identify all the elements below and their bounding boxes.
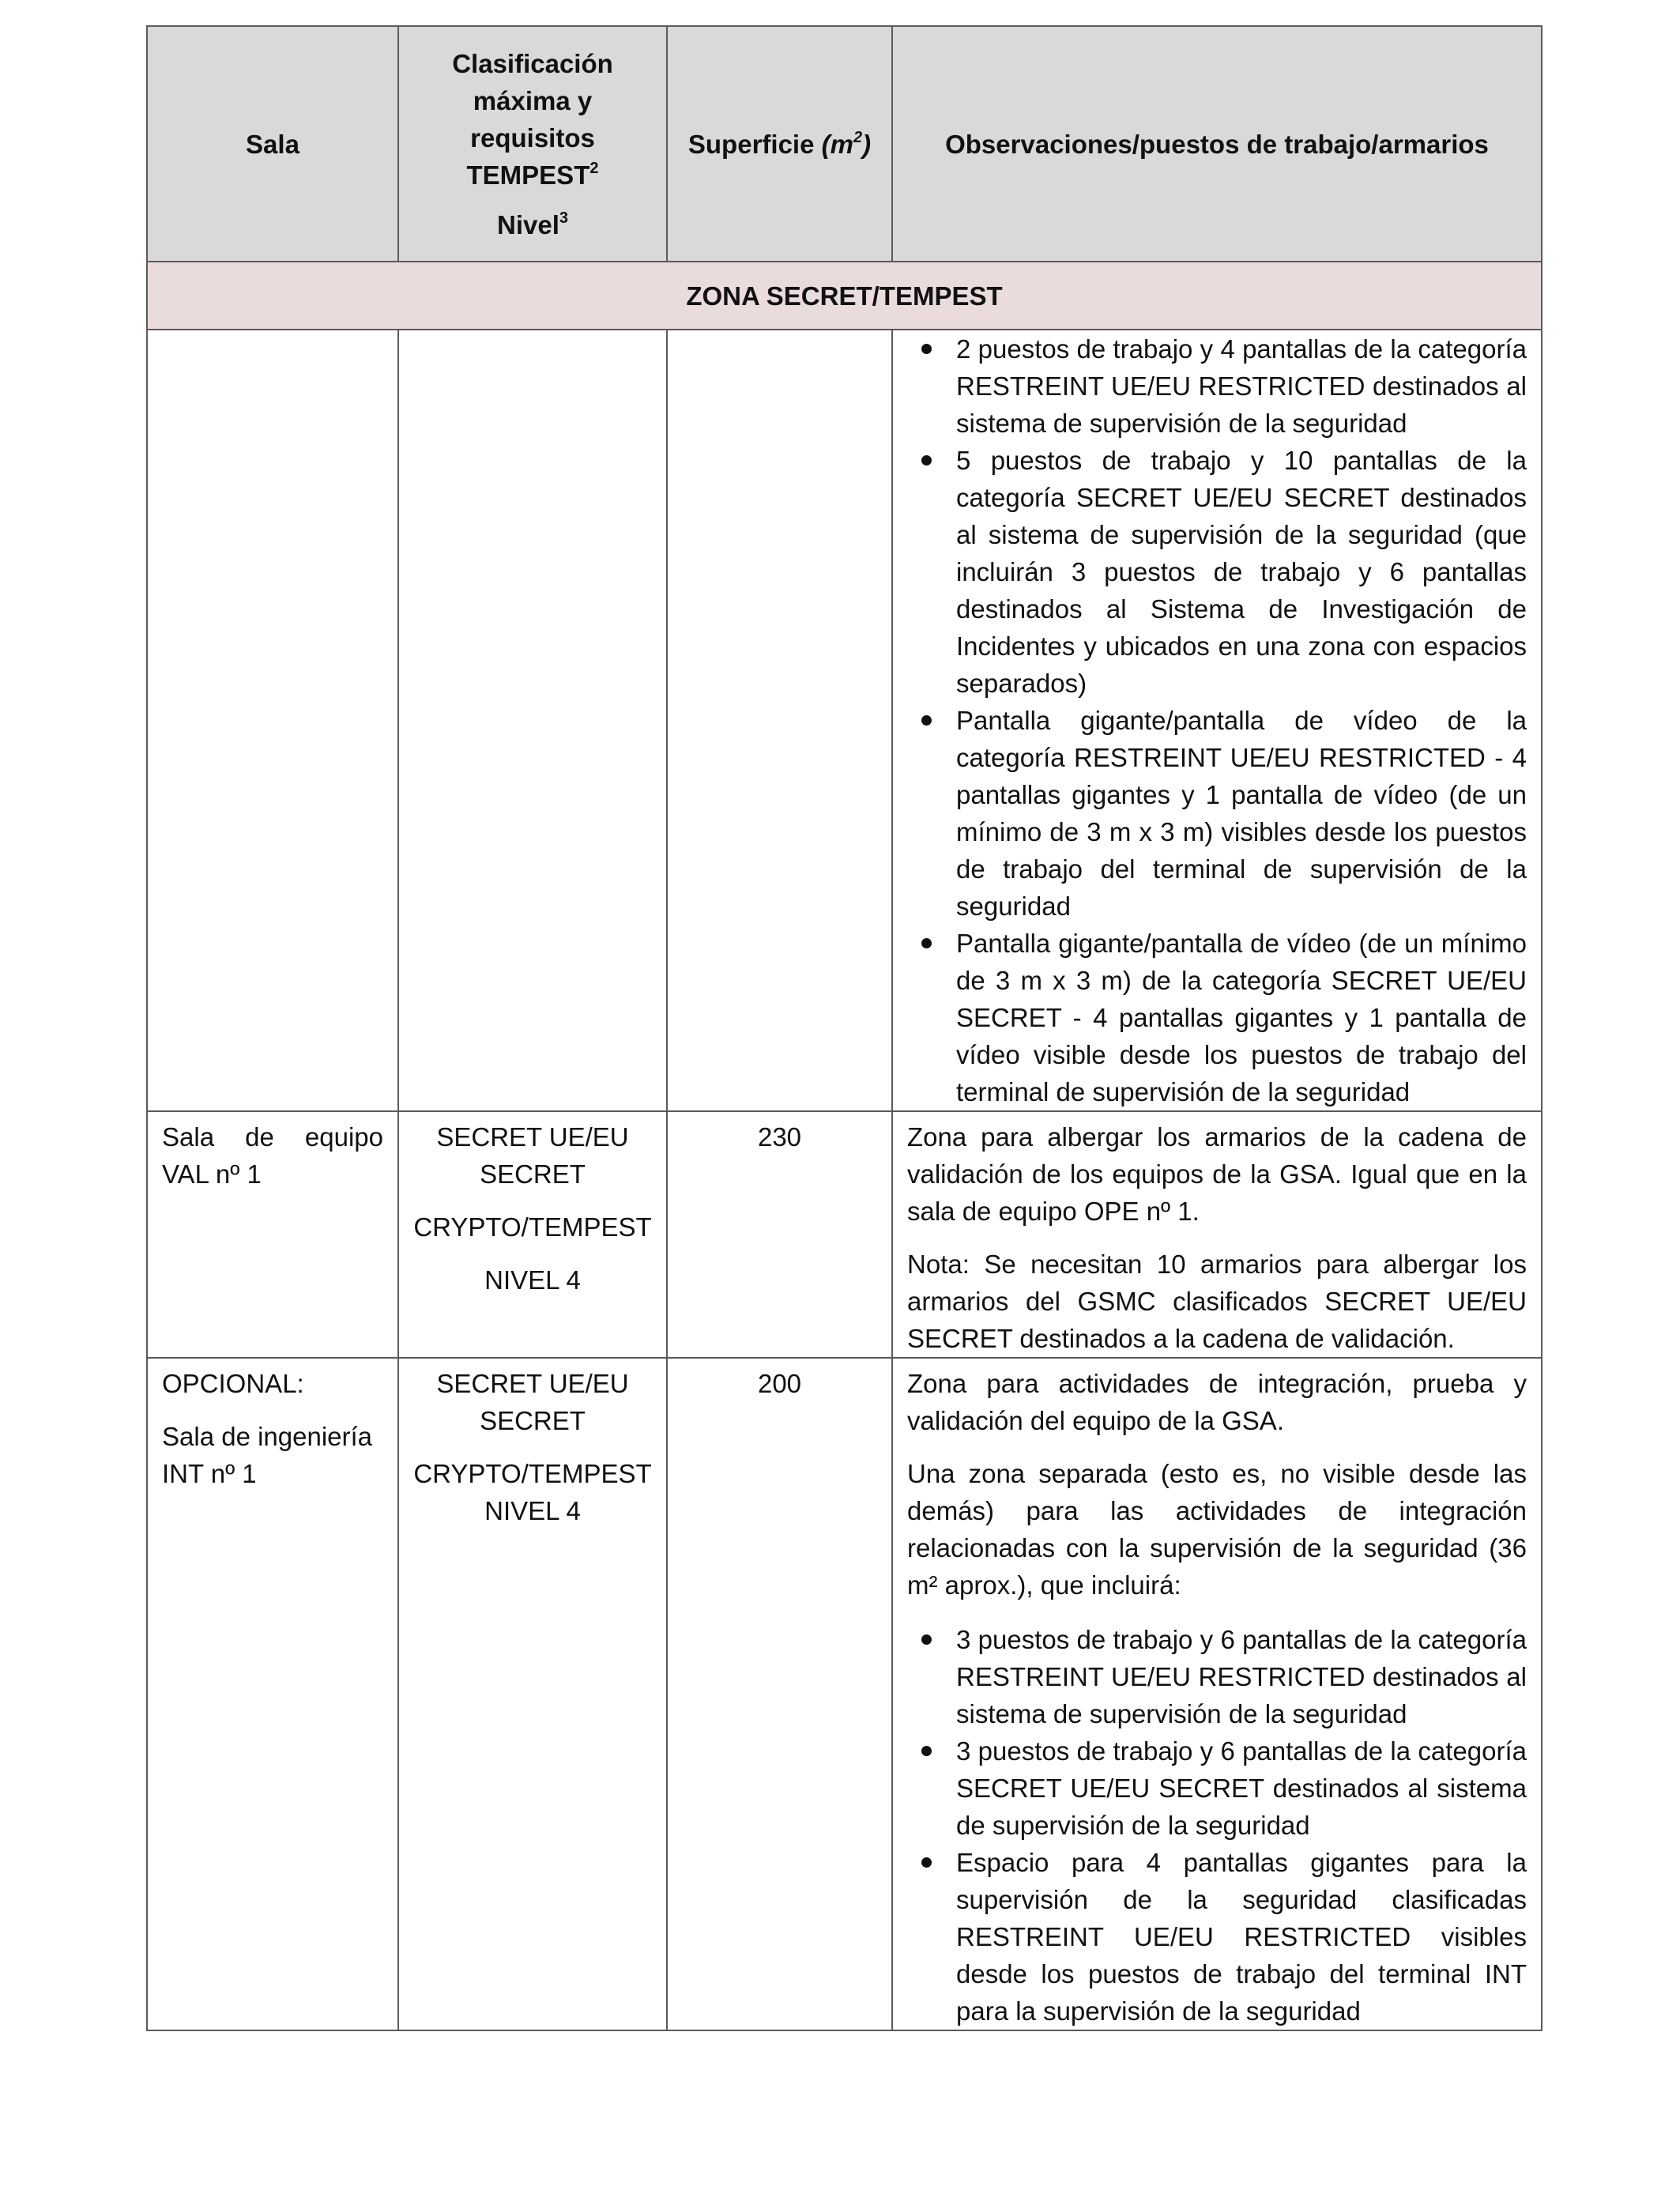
table-row-int [147,1358,1542,2030]
cell-observaciones: Zona para actividades de integración, prueba y validación del equipo de la GSA. Una zona separada (esto es, no visible desde las demás) para las actividades de integración relacionadas con la supervisión de la seguridad (36 m² aprox.), que incluirá: 3 puestos de trabajo y 6 pantallas de la categoría RESTREINT UE/EU RESTRICTED destinados al sistema de supervisión de la seguridad 3 puestos de trabajo y 6 pantallas de la categoría SECRET UE/EU SECRET destinados al sistema de supervisión de la seguridad Espacio para 4 pantallas gigantes para la supervisión de la seguridad clasificadas RESTREINT UE/EU RESTRICTED visibles desde los puestos de trabajo del terminal INT para la supervisión de la seguridad [892,1358,1542,2030]
footnote-ref-2: 2 [590,159,599,177]
table-header-row [147,26,1542,262]
zone-row [147,262,1542,330]
list-item: Pantalla gigante/pantalla de vídeo de la categoría RESTREINT UE/EU RESTRICTED - 4 pantallas gigantes y 1 pantalla de vídeo (de un mínimo de 3 m x 3 m) visibles desde los puestos de trabajo del terminal de supervisión de la seguridad [907,702,1527,925]
header-superficie-unit: $(m^2)$ [821,128,872,159]
bullet-list [907,1621,1527,2030]
header-sala: Sala [147,26,398,262]
list-item: Espacio para 4 pantallas gigantes para la supervisión de la seguridad clasificadas RESTREINT UE/EU RESTRICTED visibles desde los puestos de trabajo del terminal INT para la supervisión de la seguridad [907,1844,1527,2030]
header-clasificacion [398,26,667,262]
cell-clasificacion: SECRET UE/EU SECRET CRYPTO/TEMPEST NIVEL 4 [398,1111,667,1358]
cell-empty [667,330,892,1111]
list-item: 5 puestos de trabajo y 10 pantallas de la categoría SECRET UE/EU SECRET destinados al sistema de supervisión de la seguridad (que incluirán 3 puestos de trabajo y 6 pantallas destinados al Sistema de Investigación de Incidentes y ubicados en una zona con espacios separados) [907,442,1527,702]
cell-observaciones: Zona para albergar los armarios de la cadena de validación de los equipos de la GSA. Igual que en la sala de equipo OPE nº 1. Nota: Se necesitan 10 armarios para albergar los armarios del GSMC clasificados SECRET UE/EU SECRET destinados a la cadena de validación. [892,1111,1542,1358]
rooms-table [146,25,1543,2031]
bullet-list [907,330,1527,1110]
zone-label: ZONA SECRET/TEMPEST [147,262,1542,330]
header-tempest: TEMPEST$^2$ [466,159,599,190]
table-row-continued [147,330,1542,1111]
list-item: 2 puestos de trabajo y 4 pantallas de la categoría RESTREINT UE/EU RESTRICTED destinados al sistema de supervisión de la seguridad [907,330,1527,442]
cell-superficie: 230 [667,1111,892,1358]
cell-empty [398,330,667,1111]
header-clasificacion-line: máxima y [473,85,593,115]
cell-clasificacion: SECRET UE/EU SECRET CRYPTO/TEMPEST NIVEL 4 [398,1358,667,2030]
list-item: Pantalla gigante/pantalla de vídeo (de un mínimo de 3 m x 3 m) de la categoría SECRET UE/EU SECRET - 4 pantallas gigantes y 1 pantalla de vídeo visible desde los puestos de trabajo del terminal de supervisión de la seguridad [907,925,1527,1110]
cell-superficie: 200 [667,1358,892,2030]
header-observaciones: Observaciones/puestos de trabajo/armarios [892,26,1542,262]
list-item: 3 puestos de trabajo y 6 pantallas de la categoría RESTREINT UE/EU RESTRICTED destinados al sistema de supervisión de la seguridad [907,1621,1527,1732]
header-superficie: Superficie $(m^2)$ [667,26,892,262]
table-row-val [147,1111,1542,1358]
cell-empty [147,330,398,1111]
list-item: 3 puestos de trabajo y 6 pantallas de la categoría SECRET UE/EU SECRET destinados al sistema de supervisión de la seguridad [907,1732,1527,1844]
header-clasificacion-line: Clasificación [452,48,613,78]
footnote-ref-3: 3 [559,209,568,227]
cell-observaciones [892,330,1542,1111]
cell-sala: Sala de equipo VAL nº 1 [147,1111,398,1358]
header-nivel: Nivel$^3$ [497,209,568,239]
cell-sala: OPCIONAL: Sala de ingeniería INT nº 1 [147,1358,398,2030]
header-clasificacion-line: requisitos [470,123,595,153]
